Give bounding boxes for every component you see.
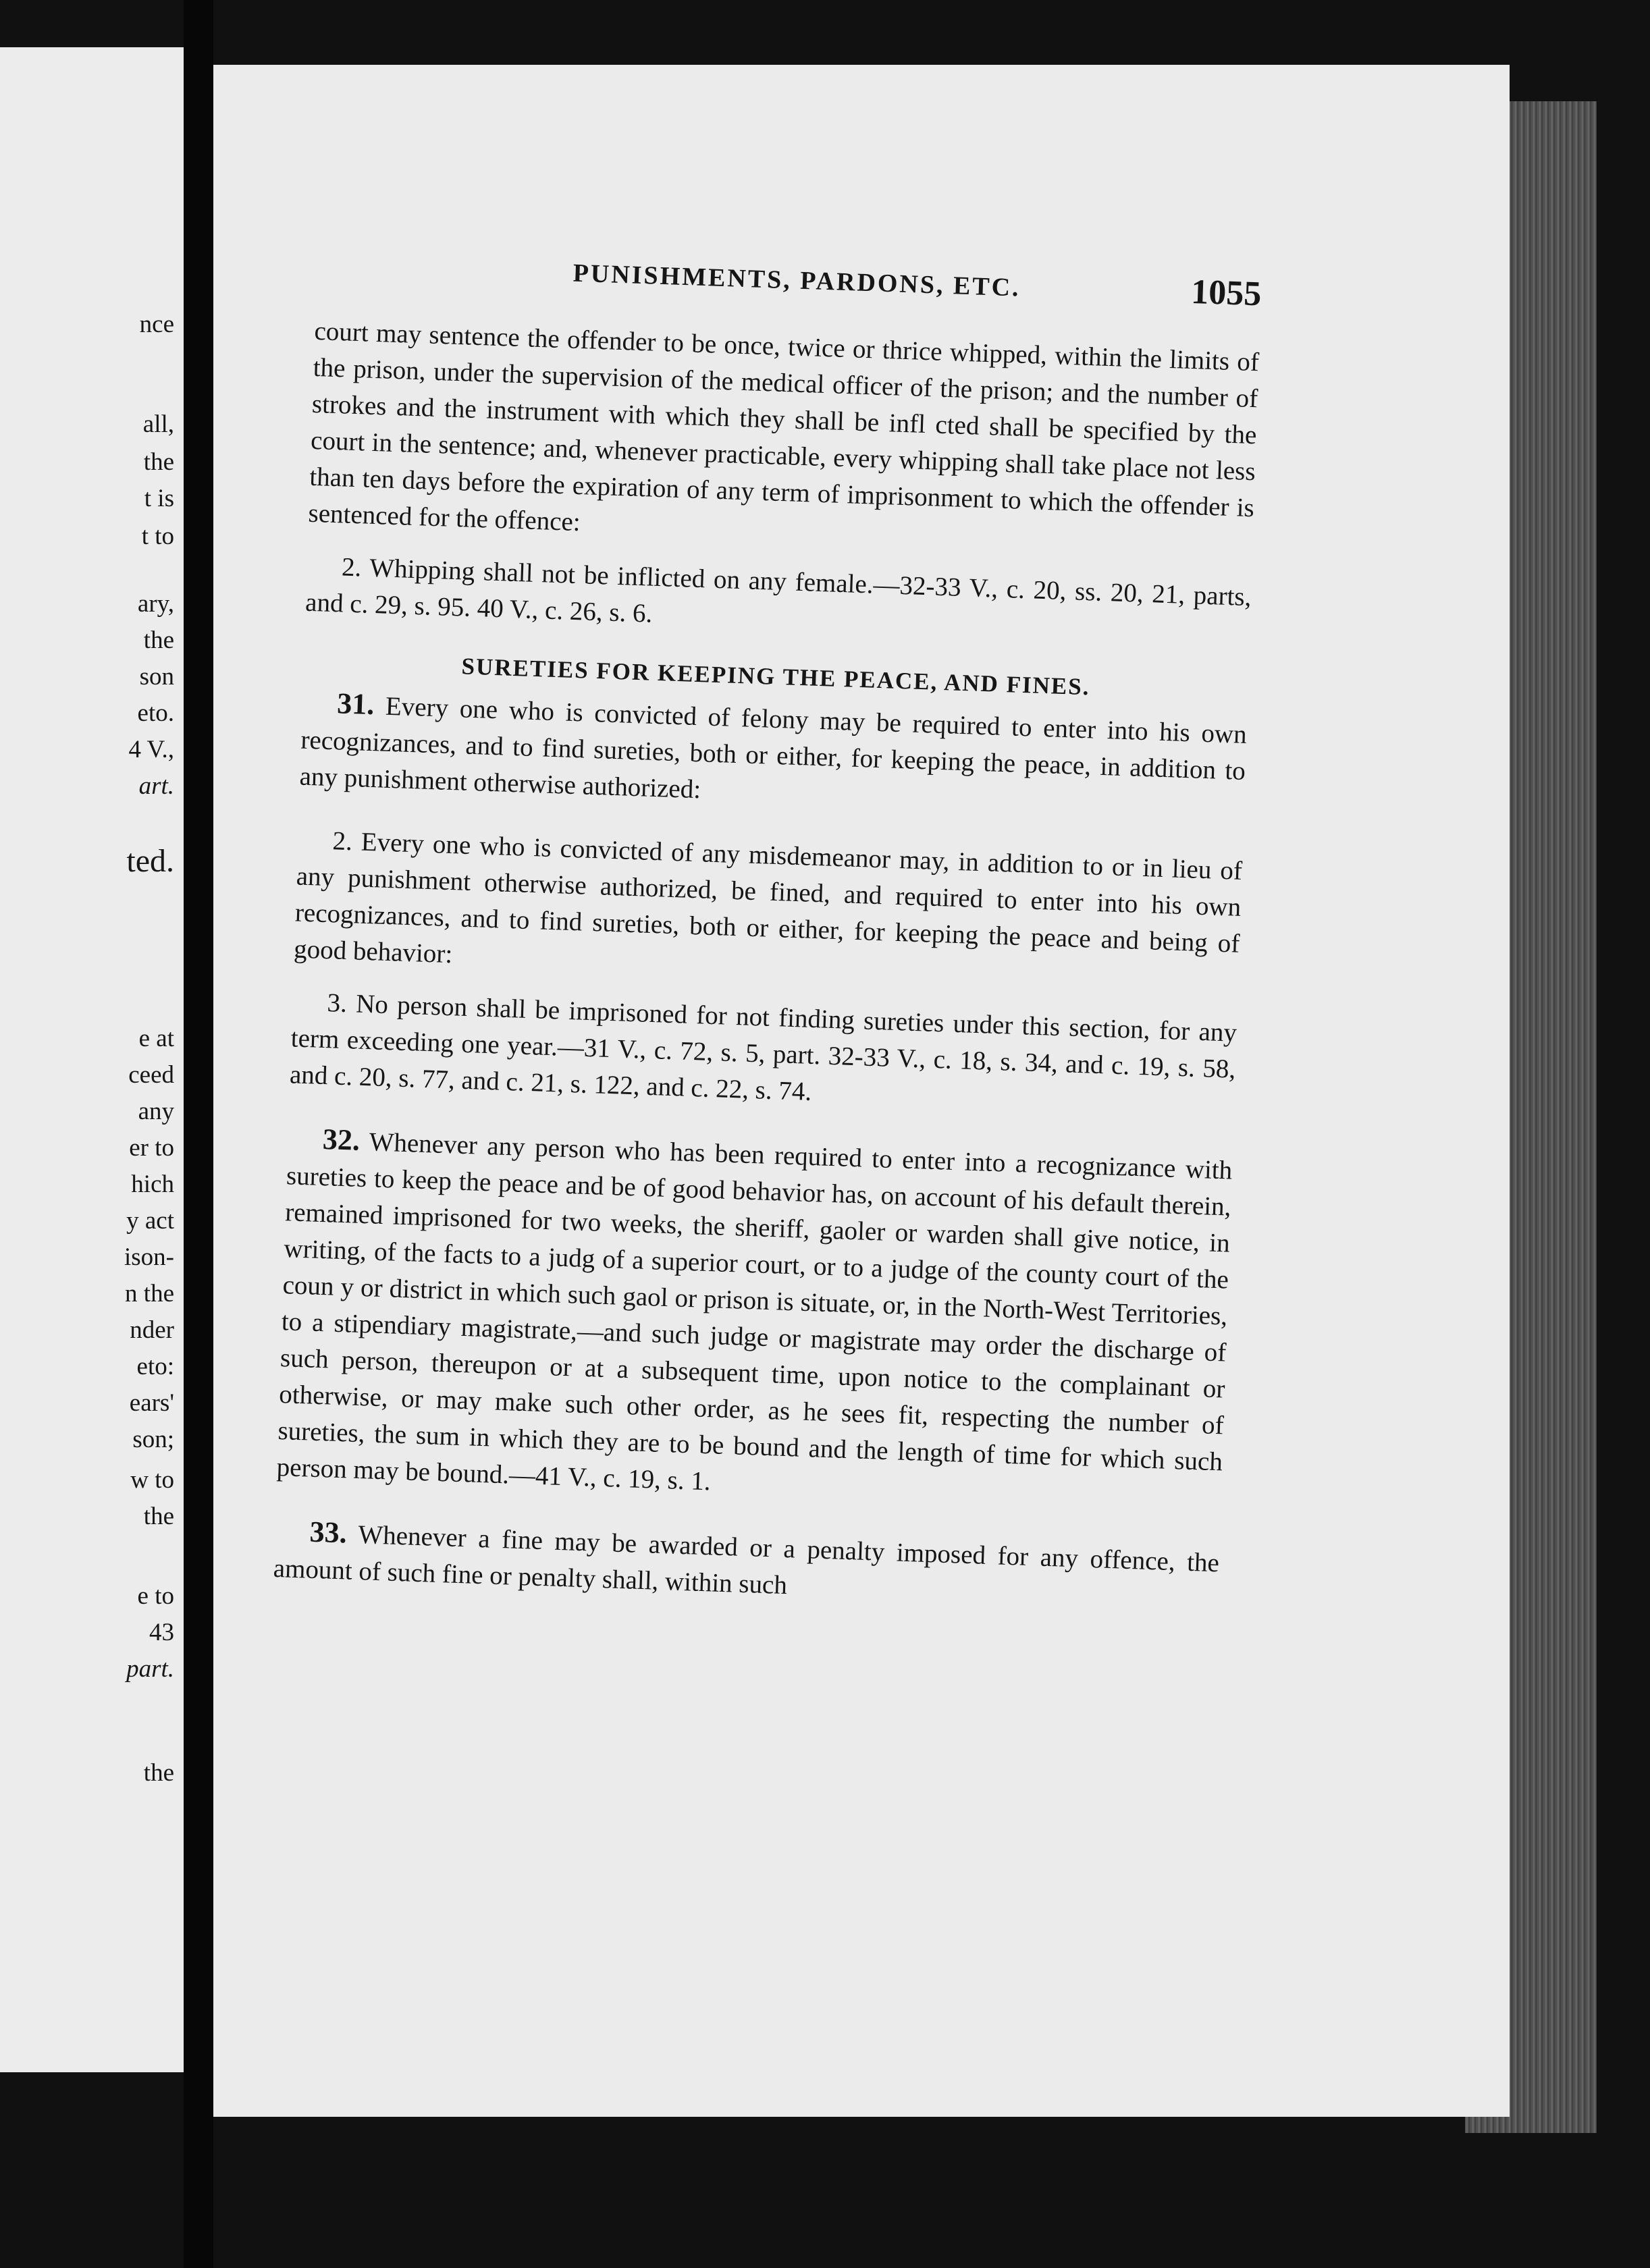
whipping-paragraph: 2. Whipping shall not be inflicted on any female.—32-33 V., c. 20, ss. 20, 21, parts, and c. 29, s. 95. 40 V., c. 26, s. 6. [304, 552, 1252, 628]
facing-line: the [143, 1503, 174, 1530]
facing-line: er to [129, 1134, 174, 1162]
section-text: Every one who is convicted of felony may be required to enter into his own recognizances, and to find sureties, both or either, for keeping the peace, in addition to any punishment otherwise authorized: [299, 691, 1248, 805]
facing-line: y act [126, 1207, 174, 1235]
section-text: Whenever any person who has been required to enter into a recognizance with sureties to keep the peace and be of good behavior has, on account of his default therein, remained imprisoned for two weeks, the sheriff, gaoler or warden shall give notice, in writing, of the facts to a judg of a superior court, or to a judge of the county court of the coun y or district in which such gaol or prison is situate, or, in the North-West Territories, to a stipendiary magistrate,—and such judge or magistrate may order the discharge of such person, thereupon or at a subsequent time, upon notice to the complainant or otherwise, or may make such other order, as he sees fit, respecting the number of sureties, the sum in which they are to be bound and the length of time for which such person may be bound.—41 V., c. 19, s. 1. [276, 1127, 1233, 1496]
facing-line: w to [130, 1466, 174, 1494]
facing-line: eto: [136, 1353, 174, 1380]
facing-line: nce [139, 310, 174, 338]
facing-page [0, 47, 184, 2072]
subsection-31-3: 3. No person shall be imprisoned for not finding sureties under this section, for any term exceeding one year.—31 V., c. 72, s. 5, part. 32-33 V., c. 18, s. 34, and c. 19, s. 58, and c. 20, s. 77, and c. 21, s. 122, and c. 22, s. 74. [289, 988, 1238, 1106]
facing-line: son [139, 663, 174, 691]
facing-line: eto. [137, 699, 174, 727]
facing-line: all, [142, 410, 174, 438]
facing-line: the [143, 1759, 174, 1787]
facing-line: ison- [124, 1243, 174, 1271]
section-number: 31. [336, 686, 375, 722]
facing-line: e to [137, 1582, 174, 1610]
facing-line: ary, [137, 590, 174, 618]
facing-line: 43 [149, 1619, 174, 1646]
facing-line: the [143, 448, 174, 476]
facing-line: 4 V., [128, 736, 174, 763]
facing-line: son; [132, 1426, 174, 1453]
facing-line: the [143, 626, 174, 654]
section-text: Whenever a fine may be awarded or a penalty imposed for any offence, the amount of such fine or penalty shall, within such [273, 1520, 1220, 1600]
facing-line: hich [131, 1170, 174, 1198]
facing-line: art. [138, 772, 174, 800]
running-title: PUNISHMENTS, PARDONS, ETC. [573, 259, 1021, 302]
section-heading: SURETIES FOR KEEPING THE PEACE, AND FINES. [461, 653, 1091, 701]
facing-line: ceed [128, 1061, 174, 1089]
facing-line: any [138, 1098, 174, 1125]
facing-line: part. [126, 1655, 174, 1683]
facing-line: nder [130, 1316, 174, 1344]
facing-line: t is [144, 485, 174, 512]
section-32 [276, 1120, 1233, 1517]
page-content [273, 243, 1262, 1618]
book-gutter [184, 0, 213, 2268]
section-number: 33. [309, 1515, 348, 1550]
page-number: 1055 [1190, 272, 1262, 314]
facing-line: t to [141, 522, 174, 550]
section-number: 32. [322, 1123, 361, 1157]
facing-line: ears' [129, 1389, 174, 1417]
facing-line: ted. [126, 843, 174, 879]
facing-line: n the [125, 1280, 174, 1307]
subsection-31-2: 2. Every one who is convicted of any misdemeanor may, in addition to or in lieu of any punishment otherwise authorized, be fined, and required to enter into his own recognizances, and to find sureties, both or either, for keeping the peace and being of good behavior: [293, 826, 1243, 969]
continuation-paragraph: court may sentence the offender to be once, twice or thrice whipped, within the limits of the prison, under the supervision of the medical officer of the prison; and the number of strokes and the instrument with which they shall be infl cted shall be specified by the court in the sentence; and, whenever practicable, every whipping shall take place not less than ten days before the expiration of any term of imprisonment to which the offender is sentenced for the offence: [308, 316, 1260, 537]
facing-line: e at [138, 1025, 174, 1052]
